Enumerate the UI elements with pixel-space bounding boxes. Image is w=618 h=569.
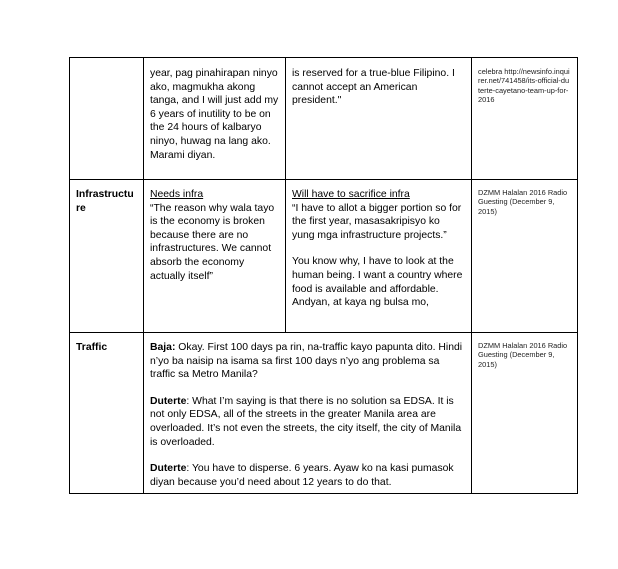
statement-cell xyxy=(286,58,472,180)
statement-text: “The reason why wala tayo is the economy is broken because there are no infrastructures. We cannot absorb the economy actually itself” xyxy=(150,202,275,282)
table-row xyxy=(70,333,578,494)
source-text: celebra http://newsinfo.inquirer.net/741458/its-official-duterte-cayetano-team-up-for-2016 xyxy=(478,67,570,105)
topic-label: Infrastructure xyxy=(76,189,134,214)
dialogue-line: Baja: Okay. First 100 days pa rin, na-traffic kayo papunta dito. Hindi n’yo ba naisip na isama sa first 100 days n’yo ang problema sa traffic sa Metro Manila? xyxy=(150,342,463,381)
dialogue-line: Duterte: You have to disperse. 6 years. Ayaw ko na kasi pumasok diyan because you’d need about 12 years to do that. xyxy=(150,463,454,488)
statement-cell xyxy=(144,58,286,180)
topic-label: Traffic xyxy=(76,342,108,353)
statement-text: year, pag pinahirapan ninyo ako, magmukha akong tanga, and I will just add my 6 years of inutility to be on the 24 hours of kalbaryo ninyo, huwag na lang ako. Marami diyan. xyxy=(150,68,279,161)
statement-cell xyxy=(286,180,472,333)
topic-cell xyxy=(70,180,144,333)
table-row xyxy=(70,58,578,180)
dialogue-cell xyxy=(144,333,472,494)
statement-heading: Will have to sacrifice infra xyxy=(292,189,410,200)
source-cell xyxy=(472,58,578,180)
statement-text: is reserved for a true-blue Filipino. I cannot accept an American president." xyxy=(292,68,455,107)
statement-cell xyxy=(144,180,286,333)
table-row xyxy=(70,180,578,333)
source-cell xyxy=(472,333,578,494)
comparison-table xyxy=(69,57,578,494)
topic-cell xyxy=(70,58,144,180)
statement-text: “I have to allot a bigger portion so for the first year, masasakripisyo ko yung mga infrastructure projects.” xyxy=(292,202,462,241)
source-text: DZMM Halalan 2016 Radio Guesting (December 9, 2015) xyxy=(478,341,568,369)
statement-text: You know why, I have to look at the human being. I want a country where food is available and affordable. Andyan, at kaya ng bulsa mo, xyxy=(292,256,463,309)
topic-cell xyxy=(70,333,144,494)
statement-heading: Needs infra xyxy=(150,189,204,200)
dialogue-line: Duterte: What I’m saying is that there is no solution sa EDSA. It is not only EDSA, all of the streets in the greater Manila area are overloaded. It’s not even the streets, the city itself, the city of Manila is overloaded. xyxy=(150,395,462,448)
source-cell xyxy=(472,180,578,333)
source-text: DZMM Halalan 2016 Radio Guesting (December 9, 2015) xyxy=(478,188,568,216)
